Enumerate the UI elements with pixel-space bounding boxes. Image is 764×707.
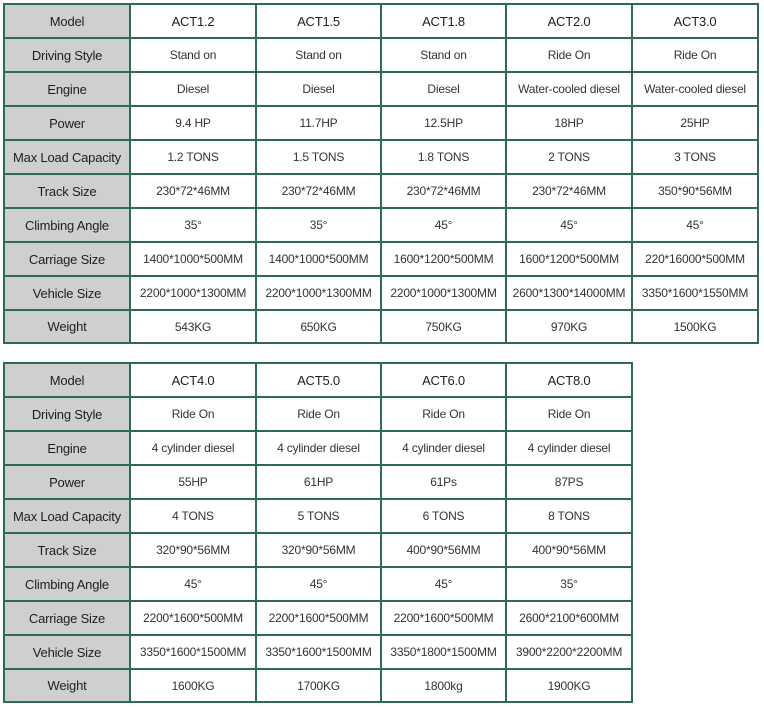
spec-cell: 61HP [256, 465, 381, 499]
row-header: Driving Style [4, 38, 130, 72]
spec-cell: 1.8 TONS [381, 140, 506, 174]
spec-cell: Stand on [256, 38, 381, 72]
spec-cell: 45° [381, 208, 506, 242]
spec-cell: 18HP [506, 106, 632, 140]
table-row [4, 310, 758, 343]
table-row [4, 276, 758, 310]
spec-cell: 320*90*56MM [256, 533, 381, 567]
spec-cell: 230*72*46MM [256, 174, 381, 208]
spec-cell: 230*72*46MM [130, 174, 256, 208]
spec-cell: Stand on [381, 38, 506, 72]
model-cell: ACT8.0 [506, 363, 632, 397]
row-header: Power [4, 465, 130, 499]
table-row [4, 499, 632, 533]
row-header: Carriage Size [4, 242, 130, 276]
spec-cell: 1500KG [632, 310, 758, 343]
spec-cell: 970KG [506, 310, 632, 343]
spec-cell: 35° [130, 208, 256, 242]
model-cell: ACT5.0 [256, 363, 381, 397]
spec-cell: 320*90*56MM [130, 533, 256, 567]
row-header: Model [4, 4, 130, 38]
table-row [4, 174, 758, 208]
model-cell: ACT2.0 [506, 4, 632, 38]
spec-cell: Water-cooled diesel [506, 72, 632, 106]
spec-cell: 3 TONS [632, 140, 758, 174]
spec-cell: Ride On [130, 397, 256, 431]
spec-cell: 45° [381, 567, 506, 601]
spec-cell: 2200*1000*1300MM [381, 276, 506, 310]
table-row [4, 72, 758, 106]
spec-cell: Diesel [256, 72, 381, 106]
table-row [4, 363, 632, 397]
spec-cell: Ride On [506, 38, 632, 72]
spec-cell: 650KG [256, 310, 381, 343]
spec-cell: 1.2 TONS [130, 140, 256, 174]
model-cell: ACT1.8 [381, 4, 506, 38]
spec-cell: 1800kg [381, 669, 506, 702]
spec-cell: 2200*1000*1300MM [130, 276, 256, 310]
spec-cell: 2 TONS [506, 140, 632, 174]
spec-cell: 2200*1000*1300MM [256, 276, 381, 310]
spec-cell: 2600*1300*14000MM [506, 276, 632, 310]
spec-cell: 3350*1600*1500MM [256, 635, 381, 669]
spec-cell: 8 TONS [506, 499, 632, 533]
row-header: Driving Style [4, 397, 130, 431]
spec-cell: Ride On [256, 397, 381, 431]
row-header: Model [4, 363, 130, 397]
spec-cell: 1600*1200*500MM [506, 242, 632, 276]
table-row [4, 397, 632, 431]
row-header: Climbing Angle [4, 208, 130, 242]
spec-cell: 1.5 TONS [256, 140, 381, 174]
table-row [4, 242, 758, 276]
table-row [4, 465, 632, 499]
row-header: Track Size [4, 533, 130, 567]
table-row [4, 38, 758, 72]
spec-cell: 2200*1600*500MM [256, 601, 381, 635]
spec-cell: 55HP [130, 465, 256, 499]
spec-cell: 350*90*56MM [632, 174, 758, 208]
model-cell: ACT6.0 [381, 363, 506, 397]
spec-cell: 230*72*46MM [506, 174, 632, 208]
row-header: Carriage Size [4, 601, 130, 635]
spec-cell: 45° [632, 208, 758, 242]
model-cell: ACT1.2 [130, 4, 256, 38]
spec-cell: 4 cylinder diesel [256, 431, 381, 465]
spec-cell: 6 TONS [381, 499, 506, 533]
table-row [4, 533, 632, 567]
table-row [4, 669, 632, 702]
spec-cell: 3350*1600*1550MM [632, 276, 758, 310]
table-row [4, 4, 758, 38]
spec-cell: 2200*1600*500MM [381, 601, 506, 635]
spec-cell: 1700KG [256, 669, 381, 702]
spec-cell: 1600KG [130, 669, 256, 702]
spec-cell: 543KG [130, 310, 256, 343]
row-header: Vehicle Size [4, 635, 130, 669]
spec-cell: 750KG [381, 310, 506, 343]
spec-cell: 9.4 HP [130, 106, 256, 140]
row-header: Max Load Capacity [4, 140, 130, 174]
spec-cell: 1400*1000*500MM [130, 242, 256, 276]
table-row [4, 635, 632, 669]
spec-cell: Ride On [381, 397, 506, 431]
spec-cell: 400*90*56MM [506, 533, 632, 567]
row-header: Power [4, 106, 130, 140]
model-cell: ACT1.5 [256, 4, 381, 38]
table-row [4, 208, 758, 242]
spec-cell: 1600*1200*500MM [381, 242, 506, 276]
spec-cell: 35° [506, 567, 632, 601]
table-row [4, 140, 758, 174]
spec-cell: 12.5HP [381, 106, 506, 140]
model-cell: ACT4.0 [130, 363, 256, 397]
spec-cell: 1900KG [506, 669, 632, 702]
row-header: Weight [4, 310, 130, 343]
spec-cell: 400*90*56MM [381, 533, 506, 567]
spec-cell: 2200*1600*500MM [130, 601, 256, 635]
spec-table-2 [3, 362, 633, 703]
spec-cell: 61Ps [381, 465, 506, 499]
spec-cell: 25HP [632, 106, 758, 140]
row-header: Engine [4, 72, 130, 106]
table-row [4, 431, 632, 465]
spec-cell: 35° [256, 208, 381, 242]
spec-cell: 3350*1600*1500MM [130, 635, 256, 669]
spec-cell: Diesel [130, 72, 256, 106]
spec-cell: Ride On [506, 397, 632, 431]
row-header: Max Load Capacity [4, 499, 130, 533]
spec-cell: 2600*2100*600MM [506, 601, 632, 635]
row-header: Climbing Angle [4, 567, 130, 601]
spec-cell: Ride On [632, 38, 758, 72]
row-header: Engine [4, 431, 130, 465]
table-row [4, 601, 632, 635]
spec-cell: 45° [506, 208, 632, 242]
spec-cell: 4 cylinder diesel [506, 431, 632, 465]
spec-cell: 1400*1000*500MM [256, 242, 381, 276]
spec-cell: 4 TONS [130, 499, 256, 533]
row-header: Weight [4, 669, 130, 702]
spec-table-1 [3, 3, 759, 344]
spec-cell: 45° [130, 567, 256, 601]
spec-cell: 230*72*46MM [381, 174, 506, 208]
spec-cell: 5 TONS [256, 499, 381, 533]
spec-cell: Diesel [381, 72, 506, 106]
spec-cell: 3900*2200*2200MM [506, 635, 632, 669]
spec-cell: 3350*1800*1500MM [381, 635, 506, 669]
spec-cell: Stand on [130, 38, 256, 72]
spec-cell: 4 cylinder diesel [130, 431, 256, 465]
row-header: Vehicle Size [4, 276, 130, 310]
spec-cell: 4 cylinder diesel [381, 431, 506, 465]
model-cell: ACT3.0 [632, 4, 758, 38]
spec-cell: 87PS [506, 465, 632, 499]
row-header: Track Size [4, 174, 130, 208]
table-row [4, 106, 758, 140]
spec-cell: 11.7HP [256, 106, 381, 140]
spec-cell: 220*16000*500MM [632, 242, 758, 276]
table-row [4, 567, 632, 601]
spec-cell: 45° [256, 567, 381, 601]
spec-cell: Water-cooled diesel [632, 72, 758, 106]
